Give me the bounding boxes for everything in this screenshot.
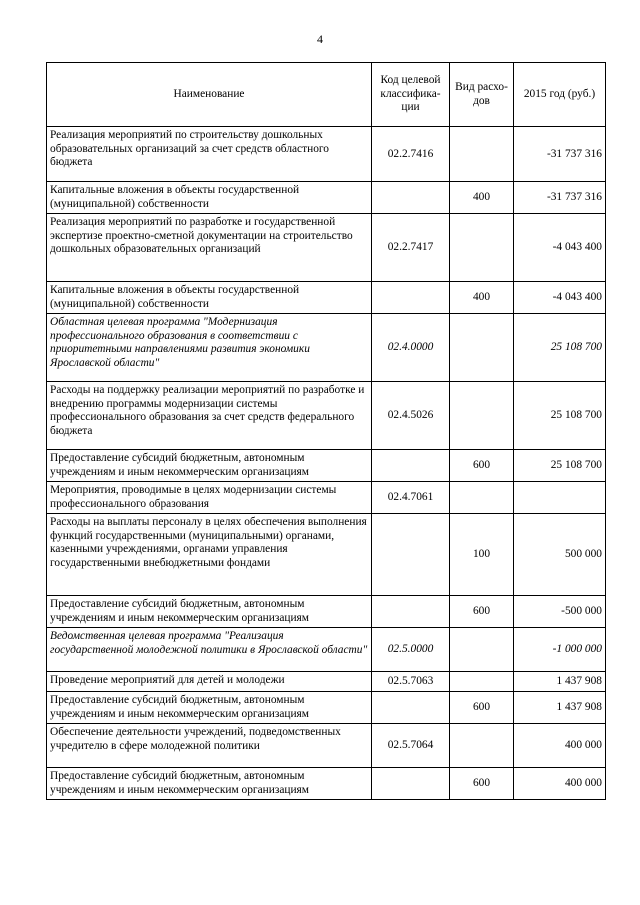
table-row: [47, 724, 606, 768]
row-code-cell: [372, 768, 450, 800]
row-sum-cell: -500 000: [514, 596, 606, 628]
row-code-cell: [372, 450, 450, 482]
table-row: [47, 127, 606, 182]
row-vid-cell: 600: [450, 596, 514, 628]
header-sum: 2015 год (руб.): [514, 63, 606, 127]
budget-table: [46, 62, 606, 800]
row-name-cell: Расходы на выплаты персоналу в целях обеспечения выполнения функций государственными (муниципальными) органами, казенными учреждениями, органами управления государственными внебюджетными фондами: [47, 514, 372, 596]
row-code-cell: 02.4.0000: [372, 314, 450, 382]
row-name-cell: Расходы на поддержку реализации мероприятий по разработке и внедрению программы модернизации системы профессионального образования за счет средств федерального бюджета: [47, 382, 372, 450]
row-vid-cell: [450, 382, 514, 450]
row-code-cell: 02.2.7417: [372, 214, 450, 282]
row-sum-cell: -31 737 316: [514, 182, 606, 214]
row-name-cell: Предоставление субсидий бюджетным, автономным учреждениям и иным некоммерческим организациям: [47, 450, 372, 482]
table-row: [47, 214, 606, 282]
row-sum-cell: 400 000: [514, 768, 606, 800]
row-name-cell: Капитальные вложения в объекты государственной (муниципальной) собственности: [47, 182, 372, 214]
table-row: [47, 282, 606, 314]
row-sum-cell: 25 108 700: [514, 450, 606, 482]
table-row: [47, 514, 606, 596]
row-code-cell: 02.5.7063: [372, 672, 450, 692]
row-vid-cell: 600: [450, 450, 514, 482]
row-sum-cell: -31 737 316: [514, 127, 606, 182]
row-code-cell: 02.5.7064: [372, 724, 450, 768]
page-number: 4: [317, 32, 323, 46]
row-vid-cell: 400: [450, 282, 514, 314]
row-sum-cell: 500 000: [514, 514, 606, 596]
row-sum-cell: 1 437 908: [514, 692, 606, 724]
row-name-cell: Предоставление субсидий бюджетным, автономным учреждениям и иным некоммерческим организациям: [47, 768, 372, 800]
row-sum-cell: -4 043 400: [514, 214, 606, 282]
table-header-row: [47, 63, 606, 127]
row-vid-cell: 600: [450, 692, 514, 724]
row-code-cell: [372, 596, 450, 628]
row-name-cell: Обеспечение деятельности учреждений, подведомственных учредителю в сфере молодежной политики: [47, 724, 372, 768]
row-name-cell: Проведение мероприятий для детей и молодежи: [47, 672, 372, 692]
row-name-cell: Мероприятия, проводимые в целях модернизации системы профессионального образования: [47, 482, 372, 514]
row-vid-cell: [450, 127, 514, 182]
table-row: [47, 628, 606, 672]
row-vid-cell: [450, 724, 514, 768]
row-sum-cell: 1 437 908: [514, 672, 606, 692]
row-vid-cell: [450, 214, 514, 282]
row-vid-cell: 400: [450, 182, 514, 214]
row-code-cell: 02.4.7061: [372, 482, 450, 514]
row-code-cell: 02.2.7416: [372, 127, 450, 182]
row-name-cell: Ведомственная целевая программа "Реализация государственной молодежной политики в Ярославской области": [47, 628, 372, 672]
row-name-cell: Предоставление субсидий бюджетным, автономным учреждениям и иным некоммерческим организациям: [47, 692, 372, 724]
header-code: Код целевой классифика-ции: [372, 63, 450, 127]
row-name-cell: Областная целевая программа "Модернизация профессионального образования в соответствии с приоритетными направлениями развития экономики Ярославской области": [47, 314, 372, 382]
table-row: [47, 672, 606, 692]
table-row: [47, 382, 606, 450]
row-sum-cell: 25 108 700: [514, 382, 606, 450]
row-name-cell: Капитальные вложения в объекты государственной (муниципальной) собственности: [47, 282, 372, 314]
row-name-cell: Реализация мероприятий по строительству дошкольных образовательных организаций за счет средств областного бюджета: [47, 127, 372, 182]
header-name: Наименование: [47, 63, 372, 127]
row-sum-cell: 400 000: [514, 724, 606, 768]
row-vid-cell: [450, 672, 514, 692]
row-code-cell: 02.4.5026: [372, 382, 450, 450]
row-vid-cell: 600: [450, 768, 514, 800]
row-vid-cell: [450, 314, 514, 382]
row-vid-cell: [450, 482, 514, 514]
row-name-cell: Реализация мероприятий по разработке и государственной экспертизе проектно-сметной документации на строительство дошкольных образовательных организаций: [47, 214, 372, 282]
table-row: [47, 182, 606, 214]
table-row: [47, 450, 606, 482]
row-sum-cell: [514, 482, 606, 514]
row-name-cell: Предоставление субсидий бюджетным, автономным учреждениям и иным некоммерческим организациям: [47, 596, 372, 628]
row-sum-cell: 25 108 700: [514, 314, 606, 382]
row-sum-cell: -4 043 400: [514, 282, 606, 314]
row-code-cell: [372, 514, 450, 596]
table-row: [47, 692, 606, 724]
header-vid: Вид расхо-дов: [450, 63, 514, 127]
row-code-cell: [372, 692, 450, 724]
row-code-cell: [372, 282, 450, 314]
table-body: [47, 127, 606, 800]
row-vid-cell: [450, 628, 514, 672]
table-row: [47, 768, 606, 800]
row-vid-cell: 100: [450, 514, 514, 596]
table-row: [47, 314, 606, 382]
row-sum-cell: -1 000 000: [514, 628, 606, 672]
row-code-cell: 02.5.0000: [372, 628, 450, 672]
row-code-cell: [372, 182, 450, 214]
table-row: [47, 482, 606, 514]
table-row: [47, 596, 606, 628]
